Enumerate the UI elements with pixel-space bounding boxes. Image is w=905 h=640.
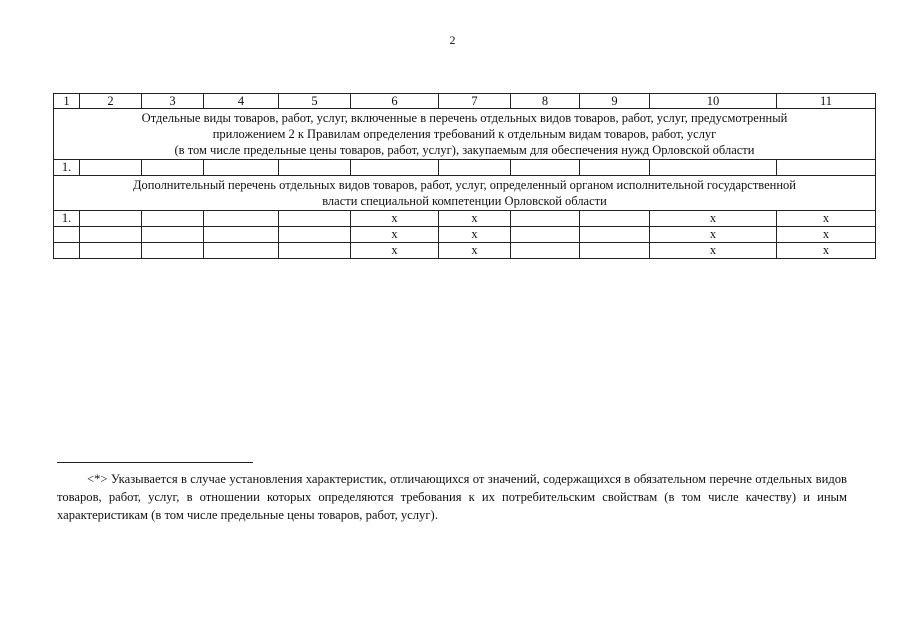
table-cell [439, 160, 511, 176]
table-cell [142, 243, 204, 259]
table-row [54, 243, 876, 259]
table-cell [650, 160, 777, 176]
footnote-text: <*> Указывается в случае установления характеристик, отличающихся от значений, содержащихся в обязательном перечне отдельных видов товаров, работ, услуг, в отношении которых определяются требования к их потребительским свойствам (в том числе качеству) и иным характеристикам (в том числе предельные цены товаров, работ, услуг). [57, 472, 847, 522]
table-cell [279, 211, 351, 227]
column-number: 10 [650, 94, 777, 109]
table-row [54, 160, 876, 176]
column-number: 7 [439, 94, 511, 109]
table-cell: x [650, 227, 777, 243]
table-cell [279, 243, 351, 259]
table-cell [777, 160, 876, 176]
table-cell: x [777, 243, 876, 259]
table-cell [580, 160, 650, 176]
table-cell [511, 243, 580, 259]
table-cell [204, 227, 279, 243]
table-cell [142, 211, 204, 227]
table-cell: x [777, 227, 876, 243]
table-row [54, 227, 876, 243]
column-number: 11 [777, 94, 876, 109]
table-cell: x [439, 243, 511, 259]
section-2-title-line: Дополнительный перечень отдельных видов товаров, работ, услуг, определенный органом исполнительной государственной [133, 178, 796, 192]
table-cell [142, 160, 204, 176]
column-number: 3 [142, 94, 204, 109]
table-cell [511, 211, 580, 227]
section-2-heading-row [54, 176, 876, 211]
table-cell: 1. [54, 160, 80, 176]
table-cell: x [351, 227, 439, 243]
table-cell [511, 160, 580, 176]
column-number: 4 [204, 94, 279, 109]
table-cell [204, 243, 279, 259]
table-cell [142, 227, 204, 243]
table-cell [279, 227, 351, 243]
column-number: 2 [80, 94, 142, 109]
table-cell [54, 227, 80, 243]
table-row [54, 211, 876, 227]
column-number-row [54, 94, 876, 109]
table-cell [351, 160, 439, 176]
table-cell [279, 160, 351, 176]
footnote-divider [57, 462, 253, 463]
table-cell [80, 160, 142, 176]
column-number: 1 [54, 94, 80, 109]
table-cell: x [439, 227, 511, 243]
table-cell [54, 243, 80, 259]
column-number: 6 [351, 94, 439, 109]
table-cell: 1. [54, 211, 80, 227]
requirements-table [53, 93, 876, 259]
table-cell [80, 243, 142, 259]
table-cell: x [351, 243, 439, 259]
column-number: 9 [580, 94, 650, 109]
table-cell: x [351, 211, 439, 227]
table-cell [204, 211, 279, 227]
table-cell [80, 227, 142, 243]
column-number: 8 [511, 94, 580, 109]
table-cell: x [650, 243, 777, 259]
table-cell: x [650, 211, 777, 227]
table-cell [204, 160, 279, 176]
table-cell: x [439, 211, 511, 227]
section-1-title-line: Отдельные виды товаров, работ, услуг, включенные в перечень отдельных видов товаров, работ, услуг, предусмотренный [141, 111, 788, 125]
table-cell [580, 243, 650, 259]
section-2-heading [54, 176, 876, 211]
page-number: 2 [449, 33, 456, 47]
table-cell [511, 227, 580, 243]
section-1-title-line: (в том числе предельные цены товаров, работ, услуг), закупаемым для обеспечения нужд Орловской области [174, 143, 755, 157]
section-1-heading [54, 109, 876, 160]
table-cell [80, 211, 142, 227]
table-cell [580, 227, 650, 243]
column-number: 5 [279, 94, 351, 109]
section-1-title-line: приложением 2 к Правилам определения требований к отдельным видам товаров, работ, услуг [212, 127, 717, 141]
section-2-title-line: власти специальной компетенции Орловской области [322, 194, 607, 208]
table-cell: x [777, 211, 876, 227]
section-1-heading-row [54, 109, 876, 160]
table-cell [580, 211, 650, 227]
